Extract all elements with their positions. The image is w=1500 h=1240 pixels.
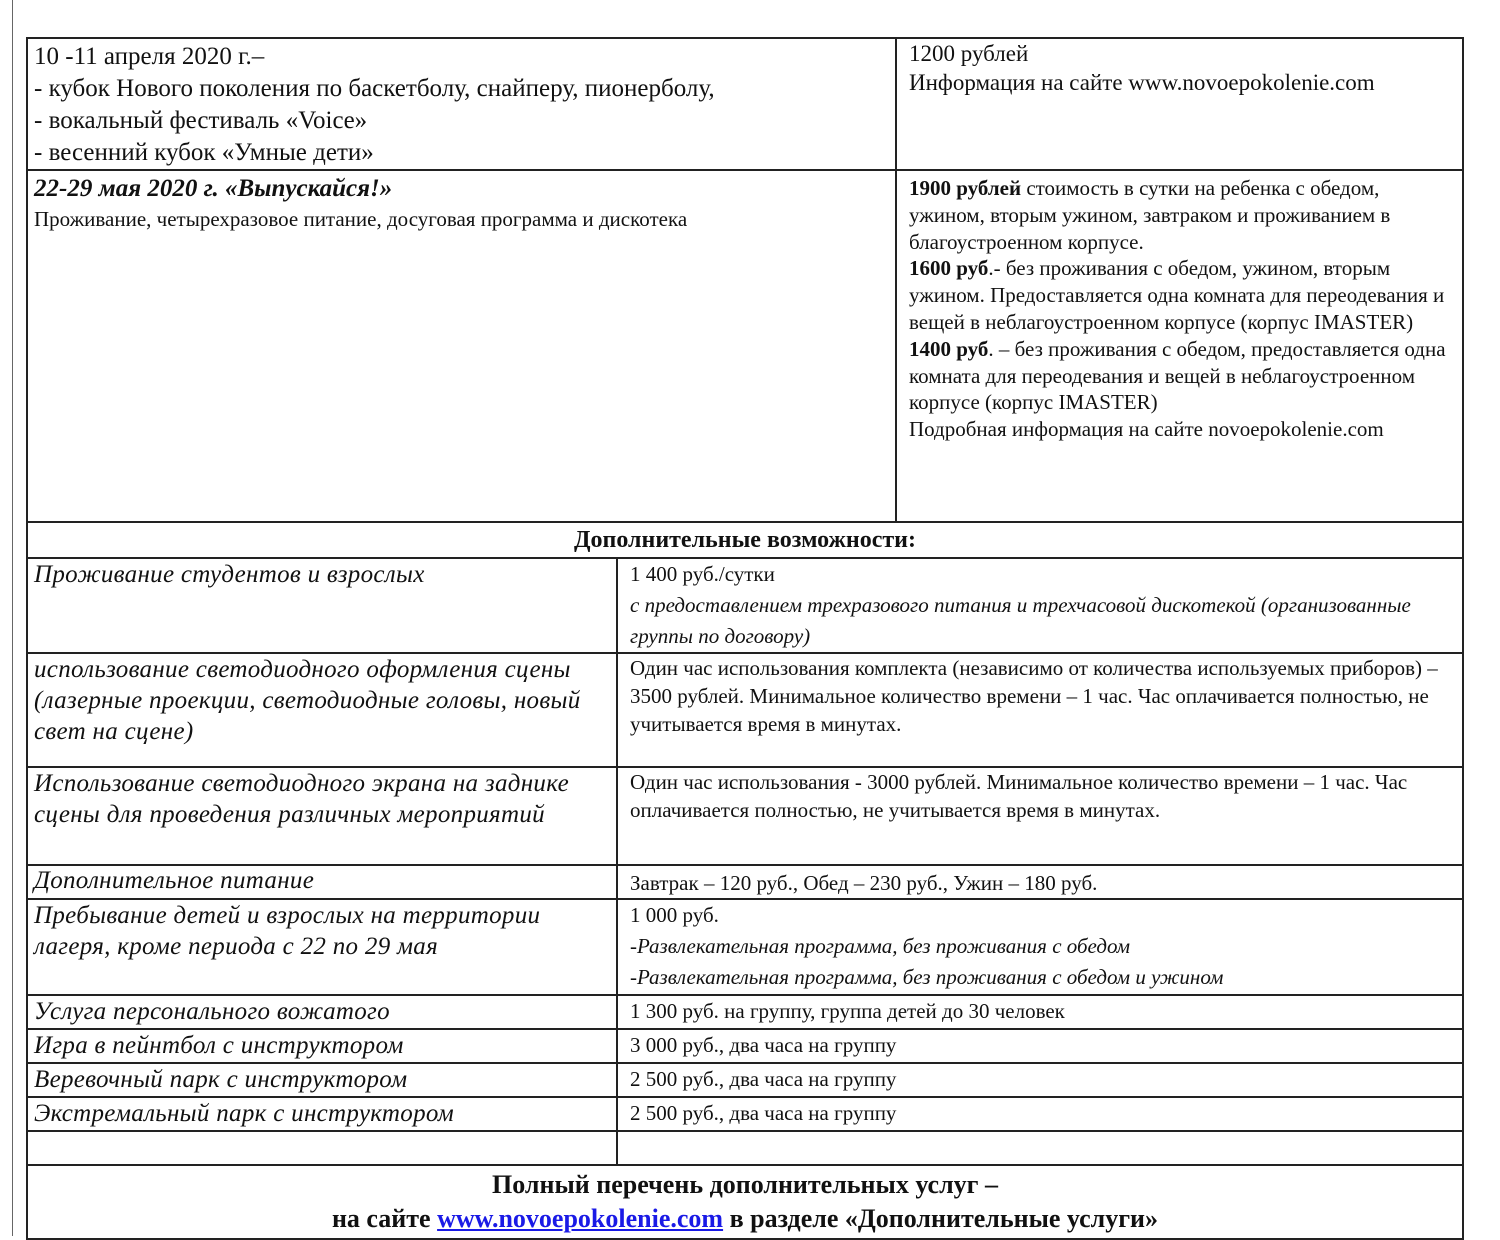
price-option-2 [909,255,1456,335]
event-row-graduation [27,170,1463,522]
service-price: 1 300 руб. на группу, группа детей до 30 человек [617,995,1463,1029]
service-name: Игра в пейнтбол с инструктором [27,1029,617,1063]
table-row [27,558,1463,653]
graduation-description [27,170,896,522]
table-row [27,1029,1463,1063]
service-name: использование светодиодного оформления сцены (лазерные проекции, светодиодные головы, новый свет на сцене) [27,653,617,767]
service-name: Дополнительное питание [27,865,617,899]
table-row [27,653,1463,767]
service-name: Экстремальный парк с инструктором [27,1097,617,1131]
service-name: Веревочный парк с инструктором [27,1063,617,1097]
price-2-amount: 1600 руб [909,256,989,281]
extras-header-row [27,522,1463,558]
service-price: 3 000 руб., два часа на группу [617,1029,1463,1063]
event-line: - весенний кубок «Умные дети» [34,139,374,166]
price-3-amount: 1400 руб [909,336,989,361]
event-line: - кубок Нового поколения по баскетболу, снайперу, пионерболу, [34,75,715,102]
footer-prefix: на сайте [331,1204,438,1233]
service-price: Завтрак – 120 руб., Обед – 230 руб., Ужин – 180 руб. [617,865,1463,899]
table-row [27,995,1463,1029]
price-note: с предоставлением трехразового питания и трехчасовой дискотекой (организованные группы по договору) [630,593,1411,648]
footer-line-1: Полный перечень дополнительных услуг – [492,1170,998,1199]
table-row [27,865,1463,899]
graduation-title: 22-29 мая 2020 г. «Выпускайся!» [34,175,393,202]
footer-cell [27,1165,1463,1239]
service-price: 2 500 руб., два часа на группу [617,1097,1463,1131]
price-option-3 [909,336,1456,416]
empty-cell [27,1131,617,1165]
table-row [27,899,1463,995]
page-left-rule [12,0,13,1236]
service-price [617,558,1463,653]
table-row [27,1063,1463,1097]
event-line: - вокальный фестиваль «Voice» [34,107,368,134]
price-option-1 [909,175,1456,255]
price-note: -Развлекательная программа, без проживания с обедом [630,934,1131,958]
service-price: Один час использования - 3000 рублей. Минимальное количество времени – 1 час. Час оплачивается полностью, не учитывается время в минутах. [617,767,1463,865]
price-note: -Развлекательная программа, без проживания с обедом и ужином [630,965,1224,989]
price-1-text: стоимость в сутки на ребенка с обедом, ужином, вторым ужином, завтраком и проживанием в благоустроенном корпусе. [909,176,1391,254]
event-april-price [896,38,1463,170]
price-line: 1200 рублей [909,41,1029,66]
footer-line-2 [28,1202,1462,1236]
price-line: 1 000 руб. [630,903,719,927]
price-1-amount: 1900 рублей [909,176,1022,200]
info-line: Информация на сайте www.novoepokolenie.com [909,70,1375,95]
service-name: Пребывание детей и взрослых на территории лагеря, кроме периода с 22 по 29 мая [27,899,617,995]
footer-row [27,1165,1463,1239]
service-price: 2 500 руб., два часа на группу [617,1063,1463,1097]
service-name: Услуга персонального вожатого [27,995,617,1029]
graduation-prices [896,170,1463,522]
event-row-april [27,38,1463,170]
price-3-text: . – без проживания с обедом, предоставляется одна комната для переодевания и вещей в неблагоустроенном корпусе (корпус IMASTER) [909,336,1446,415]
service-name: Использование светодиодного экрана на заднике сцены для проведения различных мероприятий [27,767,617,865]
service-name: Проживание студентов и взрослых [27,558,617,653]
event-line: 10 -11 апреля 2020 г.– [34,43,265,70]
price-line: 1 400 руб./сутки [630,562,775,586]
footer-suffix: в разделе «Дополнительные услуги» [723,1204,1159,1233]
price-table [26,37,1464,1240]
event-april-description [27,38,896,170]
service-price [617,899,1463,995]
graduation-text: Проживание, четырехразовое питание, досуговая программа и дискотека [34,207,688,231]
service-price: Один час использования комплекта (независимо от количества используемых приборов) – 3500 рублей. Минимальное количество времени – 1 час. Час оплачивается полностью, не учитывается время в минутах. [617,653,1463,767]
table-row [27,1097,1463,1131]
empty-row [27,1131,1463,1165]
graduation-info: Подробная информация на сайте novoepokolenie.com [909,417,1384,442]
empty-cell [617,1131,1463,1165]
site-link[interactable]: www.novoepokolenie.com [437,1204,724,1233]
table-row [27,767,1463,865]
extras-header: Дополнительные возможности: [27,522,1463,558]
price-2-text: .- без проживания с обедом, ужином, вторым ужином. Предоставляется одна комната для переодевания и вещей в неблагоустроенном корпусе (корпус IMASTER) [909,256,1445,334]
